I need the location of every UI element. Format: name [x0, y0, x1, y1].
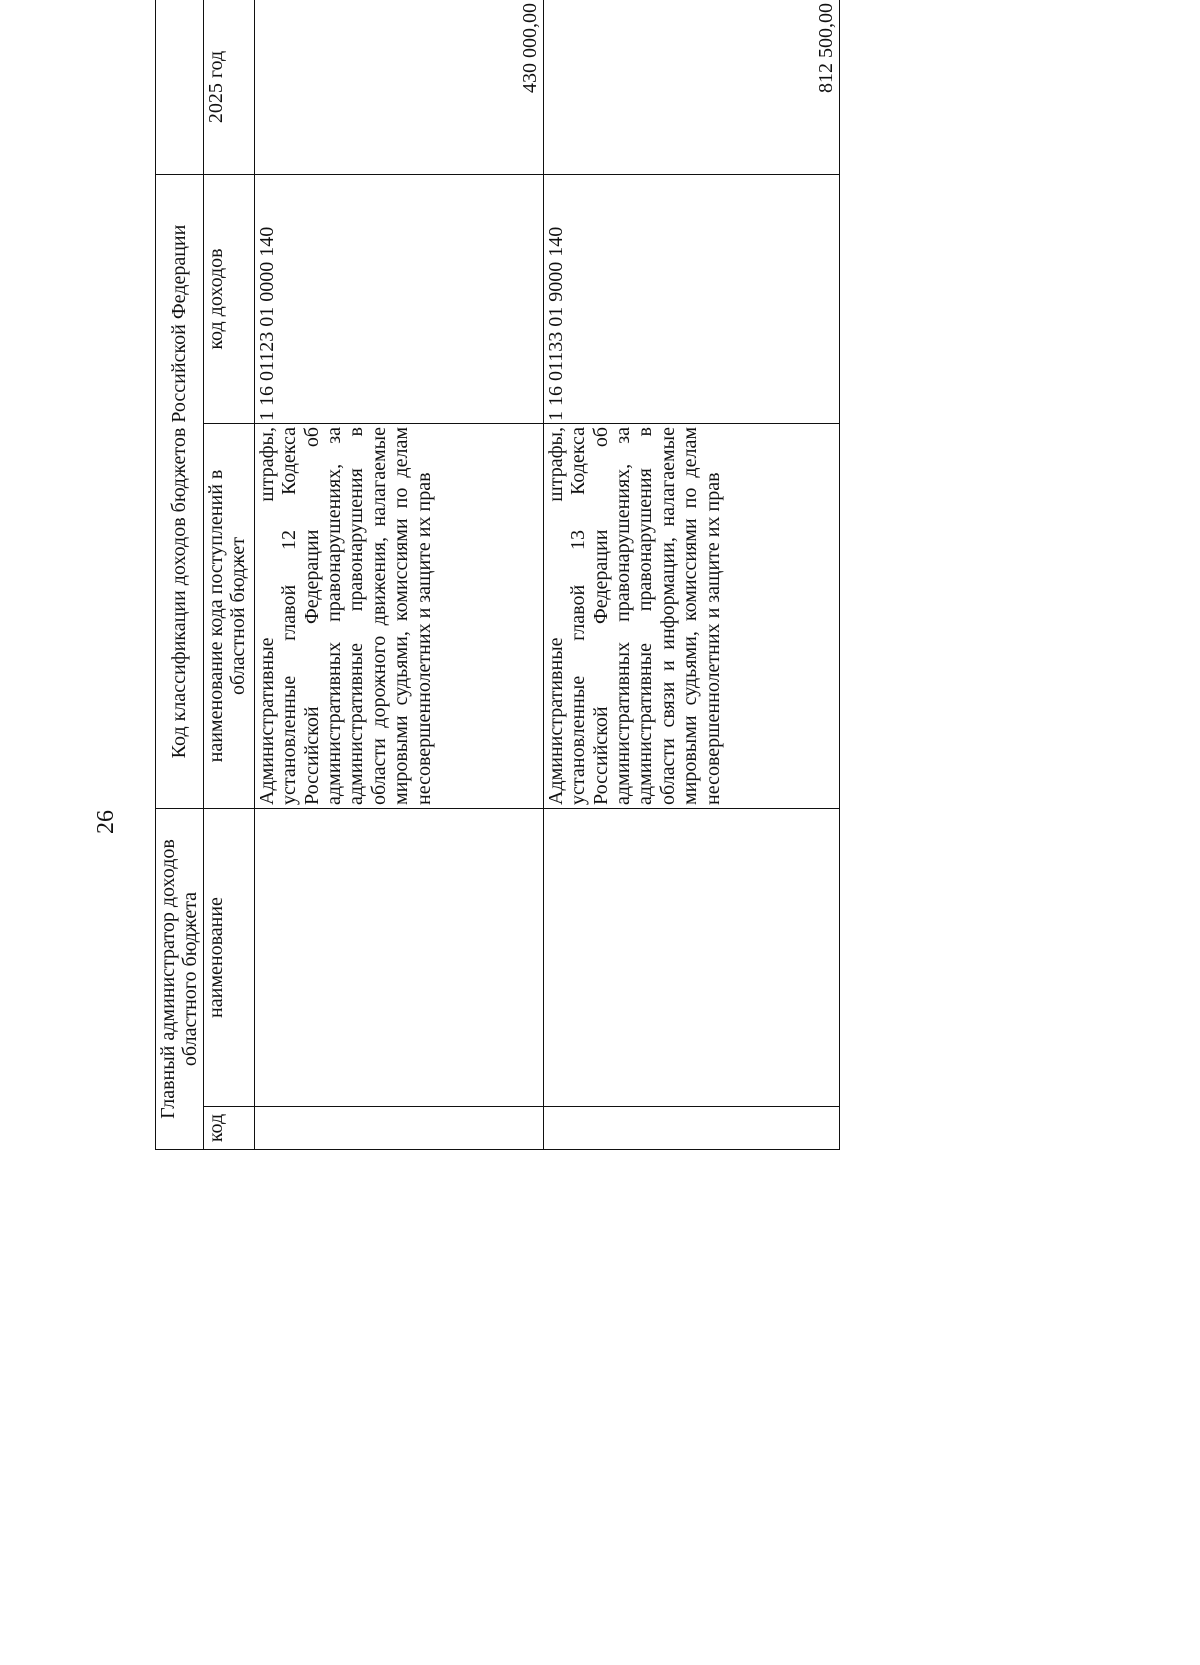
- table-row: [543, 0, 839, 1150]
- header-admin-group: Главный администратор доходов областного бюджета: [156, 809, 204, 1150]
- row-admin-code: [254, 1107, 543, 1150]
- rotated-page: [155, 0, 838, 1150]
- header-admin-name: наименование: [203, 809, 254, 1107]
- header-year-2025: 2025 год: [203, 0, 254, 175]
- revenue-table: [155, 0, 840, 1150]
- row-admin-name: [543, 809, 839, 1107]
- row-revenue-name: Административные штрафы, установленные главой 13 Кодекса Российской Федерации об административных правонарушениях, за административные правонарушения в области связи и информации, налагаемые мировыми судьями, комиссиями по делам несовершеннолетних и защите их прав: [543, 424, 839, 809]
- header-revenue-name: наименование кода поступлений в областной бюджет: [203, 424, 254, 809]
- row-revenue-code: 1 16 01123 01 0000 140: [254, 175, 543, 424]
- table-row: [254, 0, 543, 1150]
- header-classification-group: Код классификации доходов бюджетов Российской Федерации: [156, 175, 204, 809]
- row-admin-code: [543, 1107, 839, 1150]
- row-revenue-code: 1 16 01133 01 9000 140: [543, 175, 839, 424]
- header-revenue-code: код доходов: [203, 175, 254, 424]
- header-sum-group: [156, 0, 204, 175]
- row-revenue-name: Административные штрафы, установленные главой 12 Кодекса Российской Федерации об административных правонарушениях, за административные правонарушения в области дорожного движения, налагаемые мировыми судьями, комиссиями по делам несовершеннолетних и защите их прав: [254, 424, 543, 809]
- row-sum-2025: 430 000,00: [254, 0, 543, 175]
- row-sum-2025: 812 500,00: [543, 0, 839, 175]
- page-number: 26: [93, 810, 119, 834]
- row-admin-name: [254, 809, 543, 1107]
- header-admin-code: код: [203, 1107, 254, 1150]
